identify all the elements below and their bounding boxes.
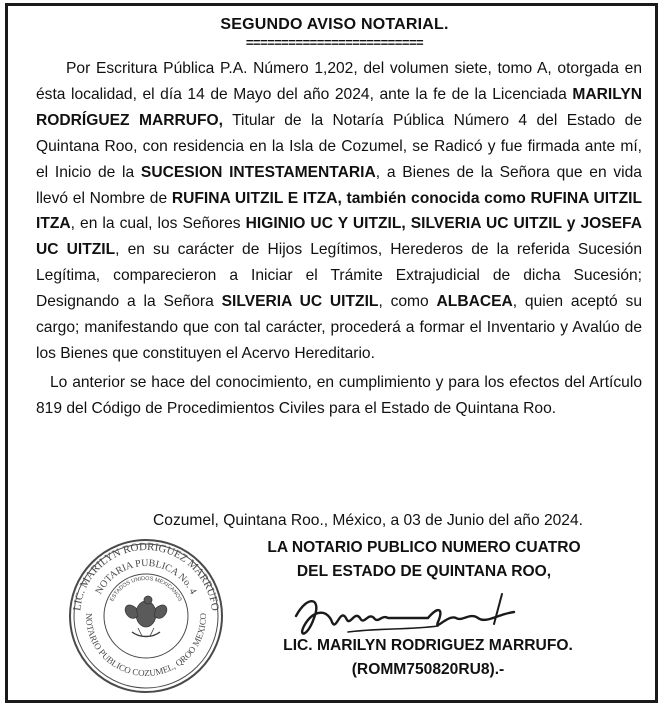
seal-inner-textpath: NOTARIA PUBLICA No. 4 <box>93 557 199 597</box>
seal-bottom-textpath: NOTARIO PUBLICO COZUMEL, QROO MEXICO <box>83 612 209 679</box>
text-segment: Titular de la Notaría Pública Número 4 del Estado de Quintana Roo, con residencia en la Isla de Cozumel, se Radicó y fue firmada ante mí, el Inicio de la <box>36 111 642 181</box>
succession-type: SUCESION INTESTAMENTARIA <box>140 163 376 181</box>
notary-seal <box>66 536 226 696</box>
executor-name: SILVERIA UC UITZIL <box>221 293 379 311</box>
seal-emblem-textpath: ESTADOS UNIDOS MEXICANOS <box>109 575 183 603</box>
text-segment: , en su carácter de Hijos Legítimos, Herederos de la referida Sucesión Legítima, comparecieron a Iniciar el Trámite Extrajudicial de dicha Sucesión; Designando a la Señora <box>36 241 643 311</box>
executor-role: ALBACEA <box>436 293 513 311</box>
notary-title-line2: DEL ESTADO DE QUINTANA ROO, <box>296 563 552 580</box>
notary-title-line1: LA NOTARIO PUBLICO NUMERO CUATRO <box>267 539 581 556</box>
notary-signature-block <box>248 634 608 682</box>
text-segment: , a Bienes de la Señora que en vida llevó el Nombre de <box>36 163 642 207</box>
seal-outer-textpath: LIC. MARILYN RODRIGUEZ MARRUFO <box>71 540 221 612</box>
place-date: Cozumel, Quintana Roo., México, a 03 de Junio del año 2024. <box>153 512 583 529</box>
paragraph-legal: Lo anterior se hace del conocimiento, en cumplimiento y para los efectos del Artículo 819 del Código de Procedimientos Civiles para el Estado de Quintana Roo. <box>36 373 642 417</box>
deceased-name: RUFINA UITZIL E ITZA, también conocida como RUFINA UITZIL ITZA <box>36 189 642 233</box>
notary-rfc: (ROMM750820RU8).- <box>351 661 505 678</box>
text-segment: , en la cual, los Señores <box>70 215 246 233</box>
notice-body <box>36 56 642 422</box>
text-segment: , quien aceptó su cargo; manifestando que con tal carácter, procederá a formar el Inventario y Avalúo de los Bienes que constituyen el Acervo Hereditario. <box>36 293 643 362</box>
notary-name: MARILYN RODRÍGUEZ MARRUFO, <box>36 85 642 129</box>
notary-full-name: LIC. MARILYN RODRIGUEZ MARRUFO. <box>283 637 573 654</box>
notice-title: SEGUNDO AVISO NOTARIAL. <box>220 16 449 33</box>
notice-frame <box>5 3 658 703</box>
heirs-names: HIGINIO UC Y UITZIL, SILVERIA UC UITZIL y JOSEFA UC UITZIL <box>36 215 642 259</box>
notarial-notice <box>8 6 661 706</box>
eagle-emblem-icon <box>125 596 167 637</box>
title-underline: ========================= <box>245 35 424 50</box>
paragraph-main <box>36 56 642 367</box>
notary-title-block <box>244 536 604 584</box>
text-segment: Por Escritura Pública P.A. Número 1,202, del volumen siete, tomo A, otorgada en ésta localidad, el día 14 de Mayo del año 2024, ante la fe de la Licenciada <box>36 60 642 103</box>
text-segment: , como <box>378 293 437 311</box>
